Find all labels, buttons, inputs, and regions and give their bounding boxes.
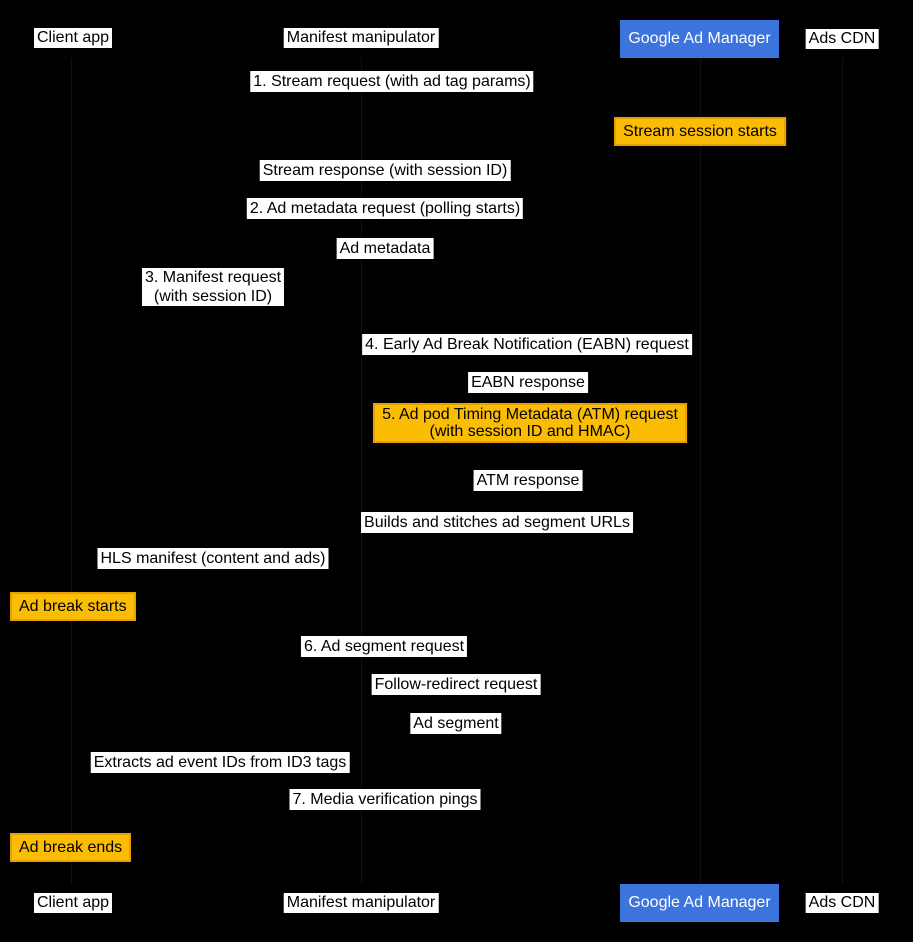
message-eabn-request: 4. Early Ad Break Notification (EABN) request [362,334,692,355]
message-eabn-response: EABN response [468,372,588,393]
message-media-verification-pings: 7. Media verification pings [290,789,481,810]
note-ad-break-starts: Ad break starts [10,592,136,621]
note-atm-request-line2: (with session ID and HMAC) [429,423,631,440]
lifeline-client-app [71,58,72,884]
participant-ads-cdn-bottom: Ads CDN [806,893,879,913]
note-stream-session-starts: Stream session starts [614,117,786,146]
participant-google-ad-manager-bottom: Google Ad Manager [620,884,779,922]
message-stream-request: 1. Stream request (with ad tag params) [250,71,533,92]
action-extracts-ad-event-ids: Extracts ad event IDs from ID3 tags [91,752,350,773]
participant-client-app-bottom: Client app [34,893,112,913]
lifeline-ads-cdn [842,58,843,884]
participant-ads-cdn-top: Ads CDN [806,29,879,49]
participant-manifest-manipulator-bottom: Manifest manipulator [284,893,439,913]
message-hls-manifest: HLS manifest (content and ads) [97,548,328,569]
message-ad-segment: Ad segment [410,713,501,734]
message-manifest-request [142,268,284,306]
message-manifest-request-line1: 3. Manifest request [144,269,282,286]
lifeline-google-ad-manager [700,58,701,884]
message-ad-metadata: Ad metadata [337,238,434,259]
participant-google-ad-manager-top: Google Ad Manager [620,20,779,58]
message-ad-segment-request: 6. Ad segment request [301,636,467,657]
action-builds-and-stitches: Builds and stitches ad segment URLs [361,512,633,533]
message-follow-redirect-request: Follow-redirect request [372,674,541,695]
message-ad-metadata-request: 2. Ad metadata request (polling starts) [247,198,523,219]
note-atm-request [373,403,687,443]
note-atm-request-line1: 5. Ad pod Timing Metadata (ATM) request [382,406,678,423]
participant-manifest-manipulator-top: Manifest manipulator [284,28,439,48]
message-manifest-request-line2: (with session ID) [153,288,273,305]
message-atm-response: ATM response [474,470,583,491]
note-ad-break-ends: Ad break ends [10,833,131,862]
participant-client-app-top: Client app [34,28,112,48]
lifeline-manifest-manipulator [361,58,362,884]
message-stream-response: Stream response (with session ID) [260,160,511,181]
